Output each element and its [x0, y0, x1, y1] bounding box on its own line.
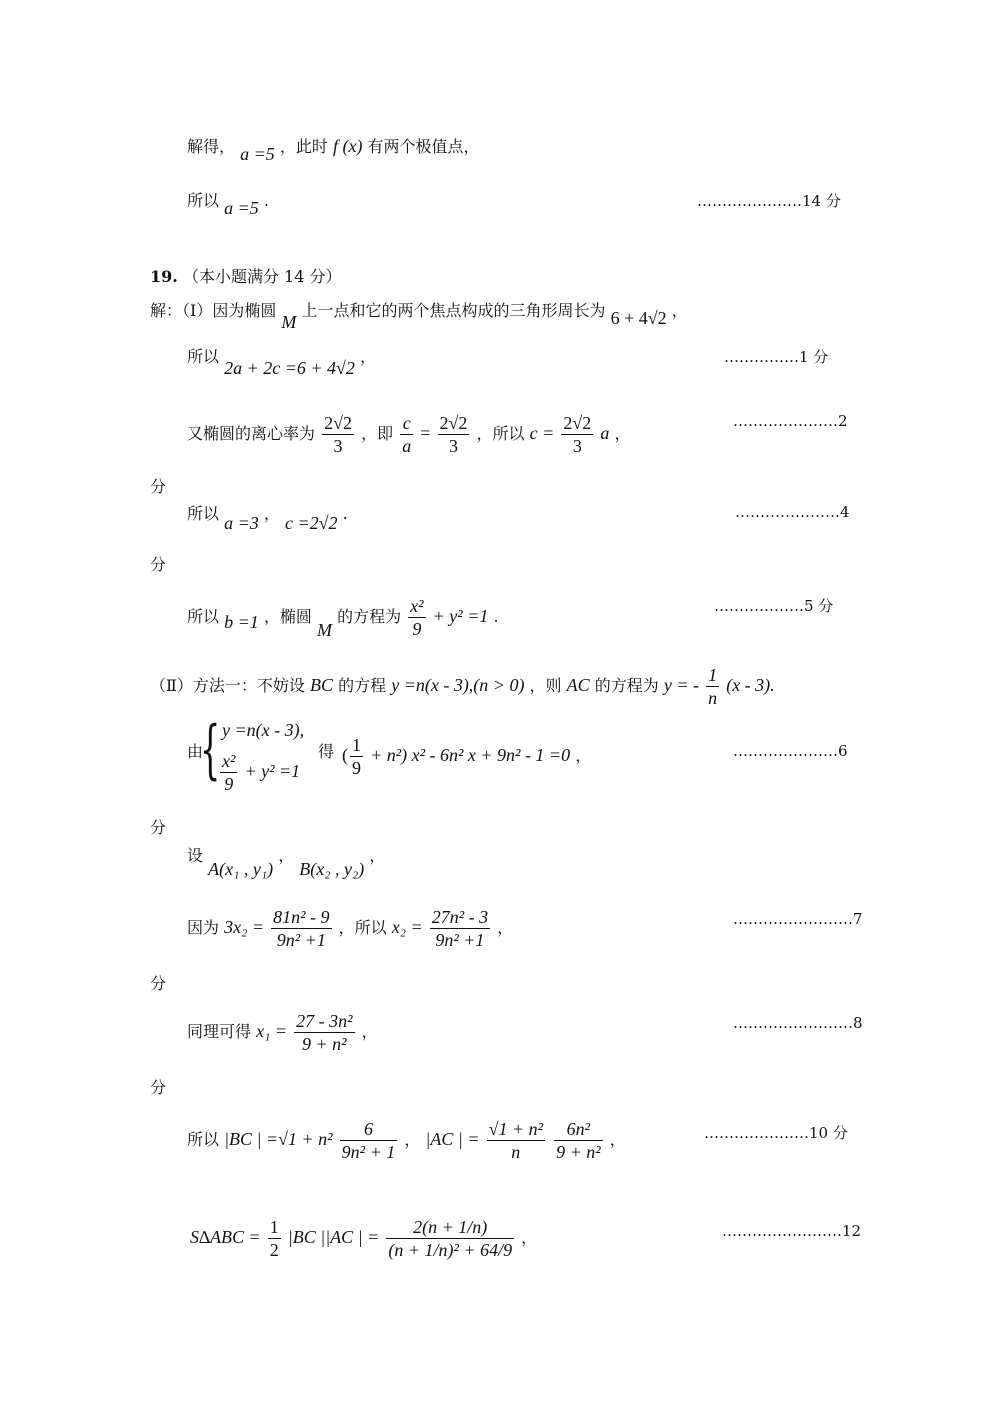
- denominator: 3: [333, 436, 343, 456]
- denominator: 3: [572, 436, 582, 456]
- text: ，: [278, 846, 295, 865]
- text: ，: [263, 504, 280, 523]
- question-number: 19.: [150, 267, 178, 286]
- fraction-x2-over-9: [408, 595, 425, 640]
- math: |BC | =√1 + n²: [224, 1129, 333, 1149]
- step-4: [187, 503, 348, 533]
- question-19-header: [150, 267, 341, 287]
- fraction-x2-over-9: [220, 750, 237, 795]
- text: 又椭圆的离心率为: [187, 424, 316, 443]
- score-mark: …………………10 分: [704, 1124, 848, 1142]
- step-9: [187, 906, 513, 958]
- text: （Ⅱ）方法一：不妨设: [150, 676, 305, 695]
- text: .: [342, 504, 348, 523]
- score-mark: …………………4: [735, 503, 850, 521]
- text: 所以: [187, 347, 220, 366]
- denominator: 9: [224, 774, 234, 794]
- system-equation-2: [218, 750, 300, 795]
- denominator: 3: [448, 436, 458, 456]
- score-unit: 分: [150, 974, 167, 993]
- fraction-area: [386, 1216, 514, 1261]
- denominator: 2: [269, 1240, 279, 1260]
- fraction-c-over-a: [400, 412, 413, 457]
- step-11: [187, 1118, 626, 1170]
- left-brace: {: [200, 713, 221, 787]
- numerator: 81n² - 9: [273, 907, 330, 927]
- fraction-eccentricity: [322, 412, 354, 457]
- text: ，此时: [279, 137, 328, 156]
- math: + n²) x² - 6n² x + 9n² - 1 =0: [370, 745, 571, 765]
- numerator: 1: [708, 665, 718, 685]
- numerator: 2√2: [563, 413, 592, 433]
- math: a =5: [240, 144, 275, 164]
- question-title: （本小题满分 14 分）: [182, 267, 342, 286]
- score-mark: ……………………8: [733, 1014, 863, 1032]
- score-mark: ……………………12: [722, 1222, 862, 1240]
- numerator: 6: [340, 1118, 398, 1141]
- text: 同理可得: [187, 1022, 252, 1041]
- denominator: (n + 1/n)² + 64/9: [388, 1240, 513, 1260]
- math: y = -: [663, 675, 700, 695]
- score-mark: …………………6: [733, 742, 848, 760]
- numerator: 6n²: [554, 1118, 603, 1141]
- text: 得: [318, 742, 335, 761]
- text: ，所以: [338, 918, 387, 937]
- score-unit: 分: [150, 555, 167, 574]
- score-mark: ……………………7: [733, 910, 863, 928]
- math: f (x): [332, 136, 363, 156]
- text: 由: [187, 742, 204, 761]
- text: .: [493, 607, 499, 626]
- step-8: [187, 845, 386, 879]
- denominator: 9n² +1: [435, 930, 485, 950]
- text: ，: [369, 846, 386, 865]
- step-5: [187, 595, 499, 647]
- score-unit: 分: [150, 1078, 167, 1097]
- math: + y² =1: [432, 606, 489, 626]
- math: A(x₁ , y₁): [208, 859, 274, 879]
- score-mark: ………………5 分: [714, 597, 834, 615]
- score-unit: 分: [150, 818, 167, 837]
- step-3: 又椭圆的离心率为 $\frac{2√2}{3}$ ，即 $\frac{c}{a}$ = $\frac{2√2}{3}$ ，所以 c = $\frac{2√2}{3}$ a ，: [187, 413, 631, 456]
- step-10: [187, 1010, 378, 1062]
- denominator: 9 + n²: [556, 1142, 601, 1162]
- text: 所以: [187, 504, 220, 523]
- math: BC: [309, 675, 333, 695]
- system-equation-1: y =n(x - 3),: [222, 720, 305, 740]
- fraction-ac-2: [554, 1118, 603, 1163]
- fraction-c-value: [561, 412, 593, 457]
- denominator: n: [708, 688, 718, 708]
- math: M: [281, 312, 297, 332]
- math: 3x₂ =: [224, 917, 265, 937]
- numerator: x²: [410, 596, 424, 616]
- denominator: 9n² +1: [276, 930, 326, 950]
- text: 所以: [187, 607, 220, 626]
- fraction-half: [268, 1216, 281, 1261]
- math: y =n(x - 3),(n > 0): [391, 675, 525, 695]
- denominator: 9 + n²: [302, 1034, 347, 1054]
- text: ，: [361, 1022, 378, 1041]
- text: ，: [404, 1130, 421, 1149]
- text: 上一点和它的两个焦点构成的三角形周长为: [301, 301, 606, 320]
- text: ，: [497, 918, 514, 937]
- math: + y² =1: [244, 761, 301, 781]
- math: B(x₂ , y₂): [299, 859, 365, 879]
- numerator: x²: [222, 751, 236, 771]
- solution-line-1: [187, 136, 480, 164]
- text: 因为: [187, 918, 220, 937]
- text: 解：（Ⅰ）因为椭圆: [150, 301, 277, 320]
- fraction-bc: [340, 1118, 398, 1163]
- fraction-x2: [430, 906, 490, 951]
- text: .: [263, 191, 269, 210]
- math: b =1: [224, 612, 259, 632]
- numerator: 1: [269, 1217, 279, 1237]
- denominator: 9: [352, 758, 361, 778]
- denominator: a: [402, 436, 412, 456]
- math: a =3: [224, 513, 259, 533]
- math: x₂ =: [391, 917, 423, 937]
- text: ，: [671, 301, 688, 320]
- score-mark: …………………2: [733, 412, 848, 430]
- math: |AC | =: [425, 1129, 480, 1149]
- denominator: n: [511, 1142, 521, 1162]
- score-unit: 分: [150, 477, 167, 496]
- math: M: [316, 620, 332, 640]
- math: 2a + 2c =6 + 4√2: [224, 358, 355, 378]
- score-mark: …………………14 分: [697, 192, 841, 210]
- math: a =5: [224, 198, 259, 218]
- text: ，: [614, 424, 631, 443]
- text: ，: [521, 1228, 538, 1247]
- numerator: 2(n + 1/n): [386, 1216, 514, 1239]
- math: c =2√2: [284, 513, 338, 533]
- math: 6 + 4√2: [610, 308, 667, 328]
- numerator: 27 - 3n²: [296, 1011, 353, 1031]
- fraction-2root2-over-3: [438, 412, 470, 457]
- fraction-3x2: [271, 906, 331, 951]
- math: x₁ =: [256, 1021, 288, 1041]
- numerator: 2√2: [324, 413, 352, 433]
- text: ，椭圆: [263, 607, 312, 626]
- step-1: [150, 300, 688, 332]
- solution-line-2: [187, 190, 269, 218]
- text: ，: [575, 746, 592, 765]
- fraction-1-over-9: [350, 734, 363, 779]
- step-2: [187, 346, 377, 378]
- numerator: c: [400, 412, 413, 435]
- math: AC: [566, 675, 590, 695]
- text: ，所以: [476, 424, 525, 443]
- fraction-x1: [294, 1010, 354, 1055]
- numerator: 1: [352, 735, 361, 755]
- numerator: √1 + n²: [488, 1119, 543, 1139]
- text: 的方程: [338, 676, 387, 695]
- denominator: 9: [412, 619, 422, 639]
- math: (x - 3).: [726, 675, 775, 695]
- math: a: [600, 423, 610, 443]
- text: 所以: [187, 1130, 220, 1149]
- text: ，即: [361, 424, 394, 443]
- quadratic-equation: ( $\frac{1}{9}$ + n²) x² - 6n² x + 9n² - 1 =0 ，: [342, 735, 592, 778]
- fraction-1-over-n: [706, 664, 719, 709]
- text: ，: [609, 1130, 626, 1149]
- text: 解得，: [187, 137, 236, 156]
- math: |BC ||AC | =: [287, 1227, 380, 1247]
- step-6: [150, 664, 775, 710]
- text: 所以: [187, 191, 220, 210]
- math: S∆ABC =: [190, 1227, 261, 1247]
- text: ，则: [529, 676, 562, 695]
- numerator: 27n² - 3: [431, 907, 489, 927]
- text: 的方程为: [337, 607, 402, 626]
- score-mark: ……………1 分: [724, 348, 829, 366]
- text: 有两个极值点，: [367, 137, 480, 156]
- fraction-ac-1: [487, 1118, 545, 1163]
- text: ，: [360, 347, 377, 366]
- denominator: 9n² + 1: [341, 1142, 396, 1162]
- numerator: 2√2: [439, 413, 468, 433]
- text: 的方程为: [594, 676, 659, 695]
- text: 设: [187, 846, 204, 865]
- step-12: [190, 1216, 537, 1276]
